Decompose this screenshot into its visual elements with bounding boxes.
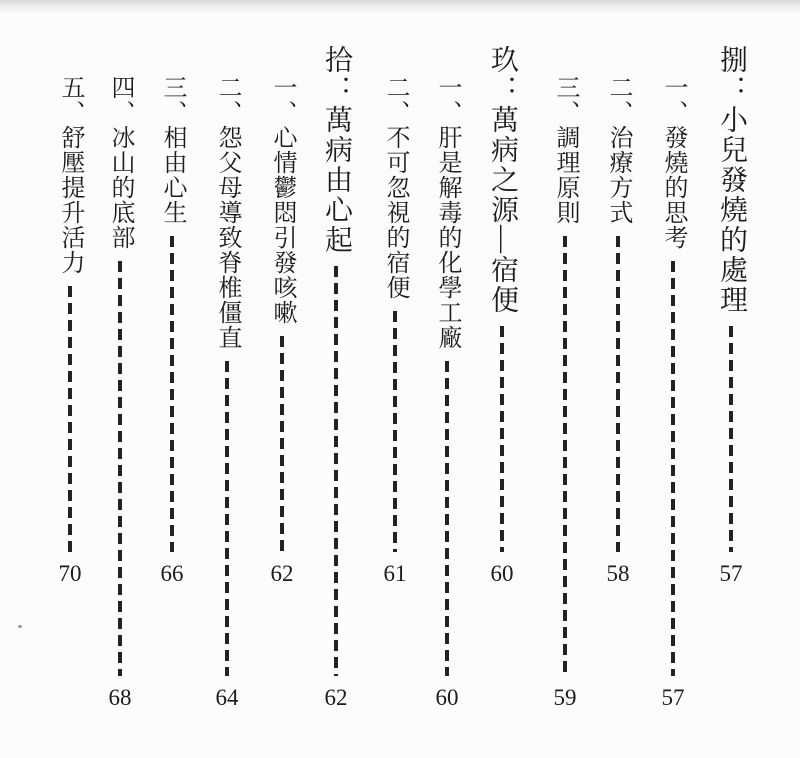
page-number: 58 — [606, 561, 630, 586]
toc-entry — [590, 75, 646, 586]
toc-entry-title: 四、冰山的底部 — [107, 75, 133, 250]
dotted-leader — [68, 286, 72, 552]
toc-entry-title: 二、治療方式 — [605, 75, 631, 225]
toc-entry-title: 玖：萬病之源—宿便 — [487, 45, 518, 315]
toc-entry-title: 一、心情鬱悶引發咳嗽 — [269, 75, 295, 325]
dotted-leader — [729, 326, 733, 552]
page-number: 60 — [435, 685, 459, 710]
page-number: 64 — [215, 685, 239, 710]
toc-entry-title: 三、調理原則 — [552, 75, 578, 225]
toc-entry — [144, 75, 200, 586]
dotted-leader — [118, 261, 122, 676]
dotted-leader — [225, 361, 229, 676]
toc-entry — [419, 75, 475, 710]
toc-entry — [645, 75, 701, 710]
page-number: 57 — [719, 561, 743, 586]
page-number: 59 — [553, 685, 577, 710]
dotted-leader — [445, 361, 449, 676]
toc-entry-title: 一、肝是解毒的化學工廠 — [434, 75, 460, 350]
dotted-leader — [616, 236, 620, 552]
dotted-leader — [393, 311, 397, 552]
page-number: 62 — [270, 561, 294, 586]
toc-entry — [703, 45, 759, 586]
toc-entry — [42, 75, 98, 586]
toc-entry-title: 捌：小兒發燒的處理 — [716, 45, 747, 315]
dotted-leader — [280, 336, 284, 552]
toc-entry-title: 五、舒壓提升活力 — [57, 75, 83, 275]
toc-entry — [308, 45, 364, 710]
dotted-leader — [563, 236, 567, 676]
page-number: 70 — [58, 561, 82, 586]
scan-top-edge — [0, 0, 800, 12]
dotted-leader — [334, 266, 338, 676]
dotted-leader — [170, 236, 174, 552]
toc-entry-title: 拾：萬病由心起 — [321, 45, 352, 255]
toc-entry-title: 二、不可忽視的宿便 — [382, 75, 408, 300]
toc-entry — [199, 75, 255, 710]
toc-entry-title: 一、發燒的思考 — [660, 75, 686, 250]
toc-entry — [474, 45, 530, 586]
dotted-leader — [671, 261, 675, 676]
toc-entry — [367, 75, 423, 586]
toc-entry — [92, 75, 148, 710]
page-number: 68 — [108, 685, 132, 710]
page-number: 62 — [324, 685, 348, 710]
page-number: 66 — [160, 561, 184, 586]
toc-entry — [537, 75, 593, 710]
page-number: 57 — [661, 685, 685, 710]
dotted-leader — [500, 326, 504, 552]
ink-speck — [18, 625, 22, 628]
page-number: 60 — [490, 561, 514, 586]
toc-entry-title: 二、怨父母導致脊椎僵直 — [214, 75, 240, 350]
page-number: 61 — [383, 561, 407, 586]
toc-entry-title: 三、相由心生 — [159, 75, 185, 225]
toc-entry — [254, 75, 310, 586]
